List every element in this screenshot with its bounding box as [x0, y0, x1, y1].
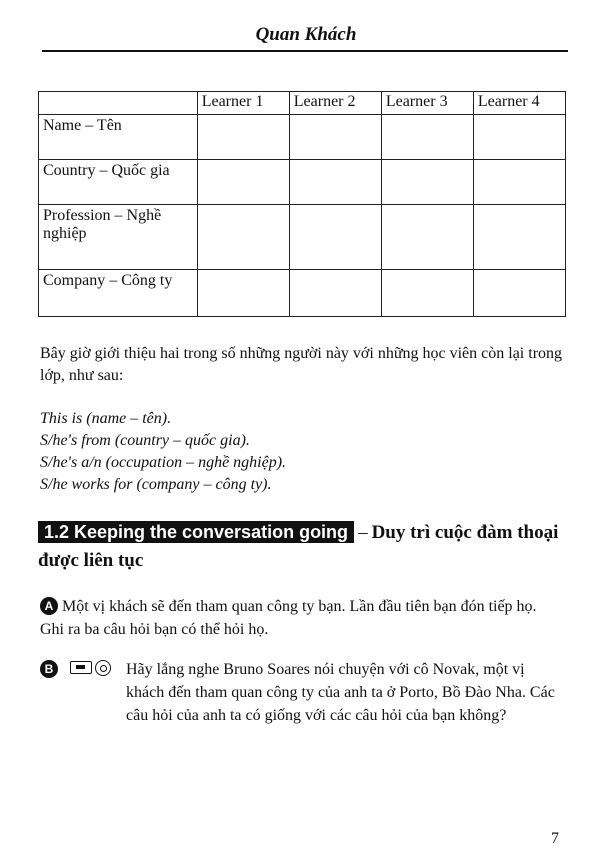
task-b-text: Hãy lắng nghe Bruno Soares nói chuyện với cô Novak, một vị khách đến tham quan công ty của anh ta ở Porto, Bồ Đào Nha. Các câu hỏi của anh ta có giống với các câu hỏi của bạn không?: [126, 661, 555, 724]
table-cell-blank: [381, 160, 473, 205]
table-cell-blank: [473, 160, 565, 205]
table-cell-blank: [289, 115, 381, 160]
running-header: Quan Khách: [255, 24, 357, 45]
table-row: [39, 270, 566, 317]
header-divider: [42, 50, 568, 52]
table-cell-blank: [381, 115, 473, 160]
example-line: S/he's a/n (occupation – nghề nghiệp).: [40, 454, 287, 471]
cd-icon: [95, 660, 111, 676]
table-cell-blank: [289, 205, 381, 270]
table-cell-blank: [381, 270, 473, 317]
table-cell-blank: [381, 205, 473, 270]
table-header-learner-2: Learner 2: [289, 92, 381, 115]
row-label-country: Country – Quốc gia: [39, 160, 198, 205]
table-cell-blank: [197, 160, 289, 205]
table-cell-blank: [473, 205, 565, 270]
task-b-badge: B: [40, 660, 58, 678]
row-label-profession: Profession – Nghề nghiệp: [39, 205, 198, 270]
intro-paragraph: Bây giờ giới thiệu hai trong số những người này với những học viên còn lại trong lớp, như sau:: [40, 345, 563, 384]
example-line: This is (name – tên).: [40, 410, 172, 427]
section-heading: [38, 518, 568, 575]
example-sentences: [40, 408, 540, 496]
table-header-learner-3: Learner 3: [381, 92, 473, 115]
section-dash: –: [358, 522, 368, 543]
table-header-row: [39, 92, 566, 115]
task-a: [40, 595, 560, 641]
table-row: [39, 115, 566, 160]
table-cell-blank: [289, 270, 381, 317]
section-title: Duy trì cuộc đàm thoại được liên tục: [38, 522, 559, 571]
learner-table: [38, 91, 566, 317]
table-header-empty: [39, 92, 198, 115]
task-a-text: Một vị khách sẽ đến tham quan công ty bạn. Lần đầu tiên bạn đón tiếp họ. Ghi ra ba câu hỏi bạn có thể hỏi họ.: [40, 598, 537, 638]
page-number: 7: [551, 830, 559, 847]
table-row: [39, 205, 566, 270]
task-b: [40, 658, 560, 724]
table-cell-blank: [197, 270, 289, 317]
table-header-learner-1: Learner 1: [197, 92, 289, 115]
table-cell-blank: [473, 270, 565, 317]
table-cell-blank: [289, 160, 381, 205]
cassette-icon: [70, 661, 92, 674]
table-header-learner-4: Learner 4: [473, 92, 565, 115]
table-cell-blank: [197, 115, 289, 160]
example-line: S/he's from (country – quốc gia).: [40, 432, 250, 449]
example-line: S/he works for (company – công ty).: [40, 476, 272, 493]
section-label: 1.2 Keeping the conversation going: [38, 521, 354, 543]
task-a-badge: A: [40, 597, 58, 615]
row-label-company: Company – Công ty: [39, 270, 198, 317]
table-row: [39, 160, 566, 205]
table-cell-blank: [197, 205, 289, 270]
row-label-name: Name – Tên: [39, 115, 198, 160]
table-cell-blank: [473, 115, 565, 160]
